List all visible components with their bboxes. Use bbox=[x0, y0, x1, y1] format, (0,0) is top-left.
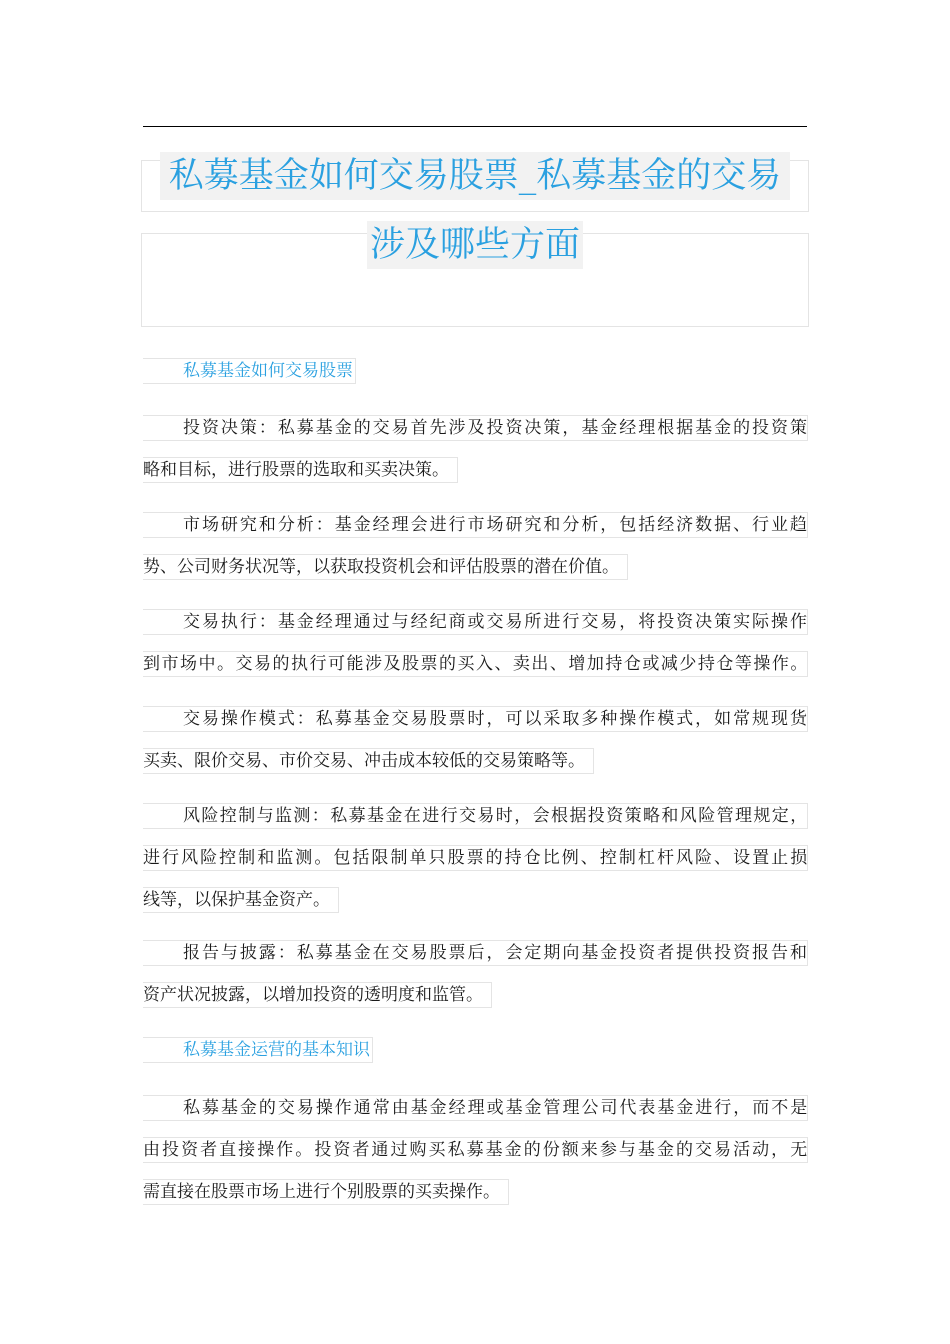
paragraph bbox=[143, 415, 807, 503]
section-heading: 私募基金如何交易股票 bbox=[143, 358, 356, 384]
paragraph-line: 交易执行：基金经理通过与经纪商或交易所进行交易，将投资决策实际操作 bbox=[143, 609, 808, 635]
top-rule bbox=[143, 126, 807, 127]
paragraph bbox=[143, 803, 807, 933]
paragraph-line: 报告与披露：私募基金在交易股票后，会定期向基金投资者提供投资报告和 bbox=[143, 940, 808, 966]
paragraph-line: 投资决策：私募基金的交易首先涉及投资决策，基金经理根据基金的投资策 bbox=[143, 415, 808, 441]
paragraph bbox=[143, 512, 807, 600]
paragraph-line: 需直接在股票市场上进行个别股票的买卖操作。 bbox=[143, 1179, 509, 1205]
paragraph-line: 资产状况披露，以增加投资的透明度和监管。 bbox=[143, 982, 492, 1008]
paragraph-line: 交易操作模式：私募基金交易股票时，可以采取多种操作模式，如常规现货 bbox=[143, 706, 808, 732]
page-title-line-1: 私募基金如何交易股票_私募基金的交易 bbox=[160, 152, 790, 200]
paragraph-line: 略和目标，进行股票的选取和买卖决策。 bbox=[143, 457, 458, 483]
paragraph bbox=[143, 1095, 807, 1225]
paragraph-line: 势、公司财务状况等，以获取投资机会和评估股票的潜在价值。 bbox=[143, 554, 628, 580]
paragraph bbox=[143, 706, 807, 794]
paragraph bbox=[143, 609, 807, 693]
section-heading: 私募基金运营的基本知识 bbox=[143, 1037, 373, 1063]
paragraph-line: 市场研究和分析：基金经理会进行市场研究和分析，包括经济数据、行业趋 bbox=[143, 512, 808, 538]
paragraph-line: 买卖、限价交易、市价交易、冲击成本较低的交易策略等。 bbox=[143, 748, 594, 774]
paragraph bbox=[143, 940, 807, 1028]
paragraph-line: 线等，以保护基金资产。 bbox=[143, 887, 339, 913]
paragraph-line: 进行风险控制和监测。包括限制单只股票的持仓比例、控制杠杆风险、设置止损 bbox=[143, 845, 808, 871]
paragraph-line: 到市场中。交易的执行可能涉及股票的买入、卖出、增加持仓或减少持仓等操作。 bbox=[143, 651, 808, 677]
page-title-line-2: 涉及哪些方面 bbox=[367, 221, 583, 269]
paragraph-line: 风险控制与监测：私募基金在进行交易时，会根据投资策略和风险管理规定， bbox=[143, 803, 808, 829]
paragraph-line: 由投资者直接操作。投资者通过购买私募基金的份额来参与基金的交易活动，无 bbox=[143, 1137, 808, 1163]
paragraph-line: 私募基金的交易操作通常由基金经理或基金管理公司代表基金进行，而不是 bbox=[143, 1095, 808, 1121]
